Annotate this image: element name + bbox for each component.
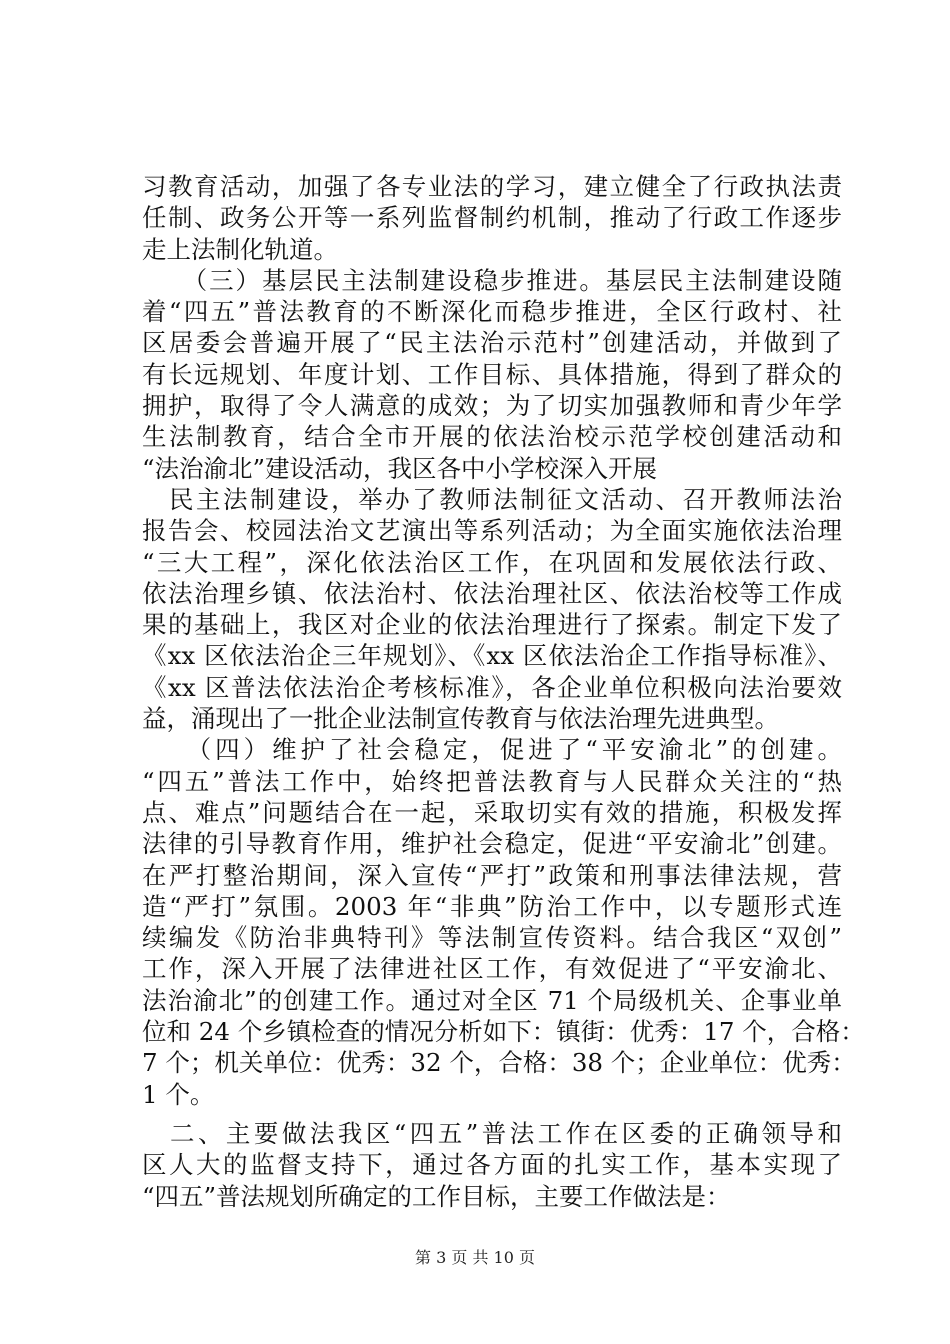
text-line: 续编发《防治非典特刊》等法制宣传资料。结合我区“双创”: [142, 923, 842, 953]
text-line: 益，涌现出了一批企业法制宣传教育与依法治理先进典型。: [142, 704, 779, 734]
text-line: 生法制教育，结合全市开展的依法治校示范学校创建活动和: [142, 422, 842, 452]
text-line: 拥护，取得了令人满意的成效；为了切实加强教师和青少年学: [142, 391, 842, 421]
text-line: 走上法制化轨道。: [142, 234, 338, 264]
text-line: “四五”普法规划所确定的工作目标，主要工作做法是：: [142, 1181, 731, 1211]
text-line: “法治渝北”建设活动，我区各中小学校深入开展: [142, 453, 658, 483]
text-line: 《xx 区依法治企三年规划》、《xx 区依法治企工作指导标准》、: [142, 641, 842, 671]
text-line: 果的基础上，我区对企业的依法治理进行了探索。制定下发了: [142, 610, 842, 640]
document-body: [142, 171, 865, 1212]
text-line: 有长远规划、年度计划、工作目标、具体措施，得到了群众的: [142, 359, 842, 389]
text-line: 点、难点”问题结合在一起，采取切实有效的措施，积极发挥: [142, 797, 842, 827]
text-line: 区人大的监督支持下，通过各方面的扎实工作，基本实现了: [142, 1150, 842, 1180]
text-line: 位和 24 个乡镇检查的情况分析如下：镇街：优秀：17 个，合格：: [142, 1017, 865, 1047]
text-line: 在严打整治期间，深入宣传“严打”政策和刑事法律法规，营: [142, 860, 842, 890]
text-line: 习教育活动，加强了各专业法的学习，建立健全了行政执法责: [142, 172, 842, 201]
text-line: 二、主要做法我区“四五”普法工作在区委的正确领导和: [142, 1118, 842, 1148]
text-line: 民主法制建设，举办了教师法制征文活动、召开教师法治: [142, 484, 842, 514]
text-line: （四）维护了社会稳定，促进了“平安渝北”的创建。: [142, 735, 842, 765]
text-line: （三）基层民主法制建设稳步推进。基层民主法制建设随: [142, 265, 842, 295]
text-line: 《xx 区普法依法治企考核标准》，各企业单位积极向法治要效: [142, 672, 842, 702]
text-line: 依法治理乡镇、依法治村、依法治理社区、依法治校等工作成: [142, 578, 842, 608]
text-line: 报告会、校园法治文艺演出等系列活动；为全面实施依法治理: [142, 516, 842, 546]
text-line: “四五”普法工作中，始终把普法教育与人民群众关注的“热: [142, 766, 842, 796]
text-line: “三大工程”，深化依法治区工作，在巩固和发展依法行政、: [142, 547, 842, 577]
page-footer: 第 3 页 共 10 页: [415, 1248, 535, 1267]
text-line: 工作，深入开展了法律进社区工作，有效促进了“平安渝北、: [142, 954, 842, 984]
text-line: 法律的引导教育作用，维护社会稳定，促进“平安渝北”创建。: [142, 829, 842, 859]
text-line: 造“严打”氛围。2003 年“非典”防治工作中，以专题形式连: [142, 891, 842, 921]
text-line: 任制、政务公开等一系列监督制约机制，推动了行政工作逐步: [142, 203, 842, 233]
text-line: 1 个。: [142, 1079, 215, 1109]
text-line: 7 个；机关单位：优秀：32 个，合格：38 个；企业单位：优秀：: [142, 1048, 856, 1078]
text-line: 法治渝北”的创建工作。通过对全区 71 个局级机关、企事业单: [142, 985, 842, 1015]
text-line: 区居委会普遍开展了“民主法治示范村”创建活动，并做到了: [142, 328, 842, 358]
text-line: 着“四五”普法教育的不断深化而稳步推进，全区行政村、社: [142, 297, 842, 327]
